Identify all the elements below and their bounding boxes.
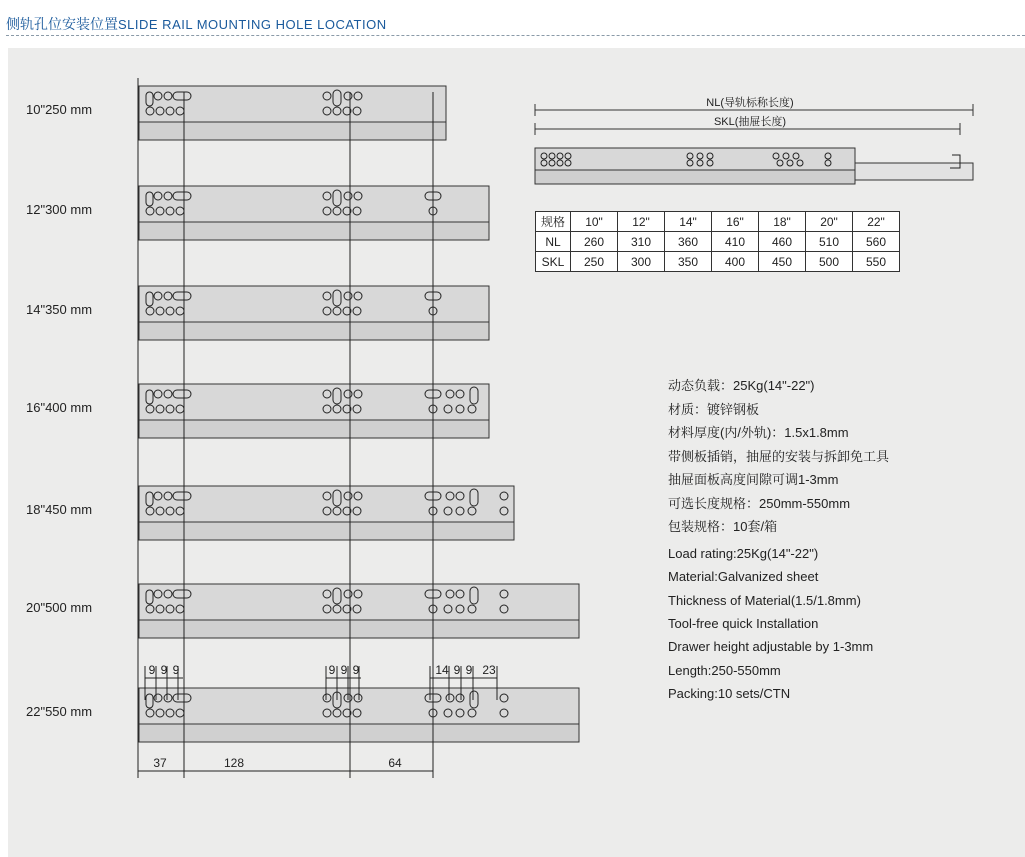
spec-cell: 12" [618,212,665,232]
rail-upper [139,86,446,122]
header-title-en: SLIDE RAIL MOUNTING HOLE LOCATION [118,17,387,32]
dimension-label: 37 [153,756,167,770]
rail-size-label: 10"250 mm [26,102,93,117]
spec-line-en: Load rating:25Kg(14"-22") [668,546,819,561]
slide-inner-rail [855,163,973,180]
spec-cell: 400 [712,252,759,272]
rail-size-label: 14"350 mm [26,302,93,317]
spec-cell: 10" [571,212,618,232]
rail-size-label: 20"500 mm [26,600,93,615]
rail-lower [139,222,489,240]
rail-lower [139,522,514,540]
spec-row-header: 规格 [536,212,571,232]
skl-label: SKL(抽屉长度) [713,116,787,128]
dimension-label: 9 [160,663,168,677]
dimension-label: 9 [465,663,473,677]
rail-size-label: 16"400 mm [26,400,93,415]
spec-line-cn: 可选长度规格：250mm-550mm [668,495,851,511]
spec-cell: 460 [759,232,806,252]
rail-lower [139,420,489,438]
spec-cell: 300 [618,252,665,272]
spec-table-row [536,232,900,252]
dimension-label: 9 [352,663,360,677]
rail-lower [139,724,579,742]
dimension-label: 9 [148,663,156,677]
rail-upper [139,584,579,620]
spec-cell: 250 [571,252,618,272]
spec-line-cn: 包装规格：10套/箱 [668,519,778,534]
dimension-label: 14 [435,663,449,677]
rail-upper [139,186,489,222]
rail-size-label: 12"300 mm [26,202,93,217]
spec-line-cn: 动态负载：25Kg(14"-22") [668,378,815,393]
rail-lower [139,122,446,140]
spec-line-cn: 带侧板插销，抽屉的安装与拆卸免工具 [668,448,890,464]
spec-line-en: Drawer height adjustable by 1-3mm [668,639,874,655]
spec-line-en: Material:Galvanized sheet [668,569,819,585]
spec-line-cn: 材料厚度(内/外轨)：1.5x1.8mm [668,425,849,440]
spec-table-row [536,252,900,272]
rail-size-label: 22"550 mm [26,704,93,719]
rail-upper [139,384,489,420]
spec-cell: 500 [806,252,853,272]
spec-line-en: Thickness of Material(1.5/1.8mm) [668,592,861,608]
rail-upper [139,286,489,322]
spec-row-header: SKL [536,252,571,272]
spec-cell: 18" [759,212,806,232]
spec-cell: 350 [665,252,712,272]
rail-size-label: 18"450 mm [26,502,93,517]
spec-cell: 20" [806,212,853,232]
header-title-cn: 侧轨孔位安装位置 [6,16,118,32]
spec-row-header: NL [536,232,571,252]
spec-line-en: Length:250-550mm [668,662,781,678]
dimension-label: 9 [328,663,336,677]
dimension-label: 23 [482,663,496,677]
spec-cell: 560 [853,232,900,252]
rail-upper [139,486,514,522]
spec-cell: 360 [665,232,712,252]
dimension-label: 9 [340,663,348,677]
dimension-label: 128 [223,756,245,770]
spec-cell: 510 [806,232,853,252]
spec-cell: 550 [853,252,900,272]
spec-line-en: Packing:10 sets/CTN [668,685,791,701]
spec-cell: 14" [665,212,712,232]
spec-cell: 260 [571,232,618,252]
spec-cell: 310 [618,232,665,252]
spec-table-row [536,212,900,232]
dimension-label: 64 [388,756,402,770]
spec-line-cn: 材质：镀锌钢板 [668,401,760,417]
spec-cell: 450 [759,252,806,272]
rail-lower [139,620,579,638]
slide-lower-rail [535,170,855,184]
dimension-label: 9 [172,663,180,677]
rail-lower [139,322,489,340]
spec-table [535,211,900,272]
nl-label: NL(导轨标称长度) [706,97,794,109]
spec-cell: 22" [853,212,900,232]
spec-cell: 16" [712,212,759,232]
dimension-label: 9 [453,663,461,677]
spec-line-en: Tool-free quick Installation [668,615,819,631]
spec-line-cn: 抽屉面板高度间隙可调1-3mm [668,472,839,487]
spec-cell: 410 [712,232,759,252]
